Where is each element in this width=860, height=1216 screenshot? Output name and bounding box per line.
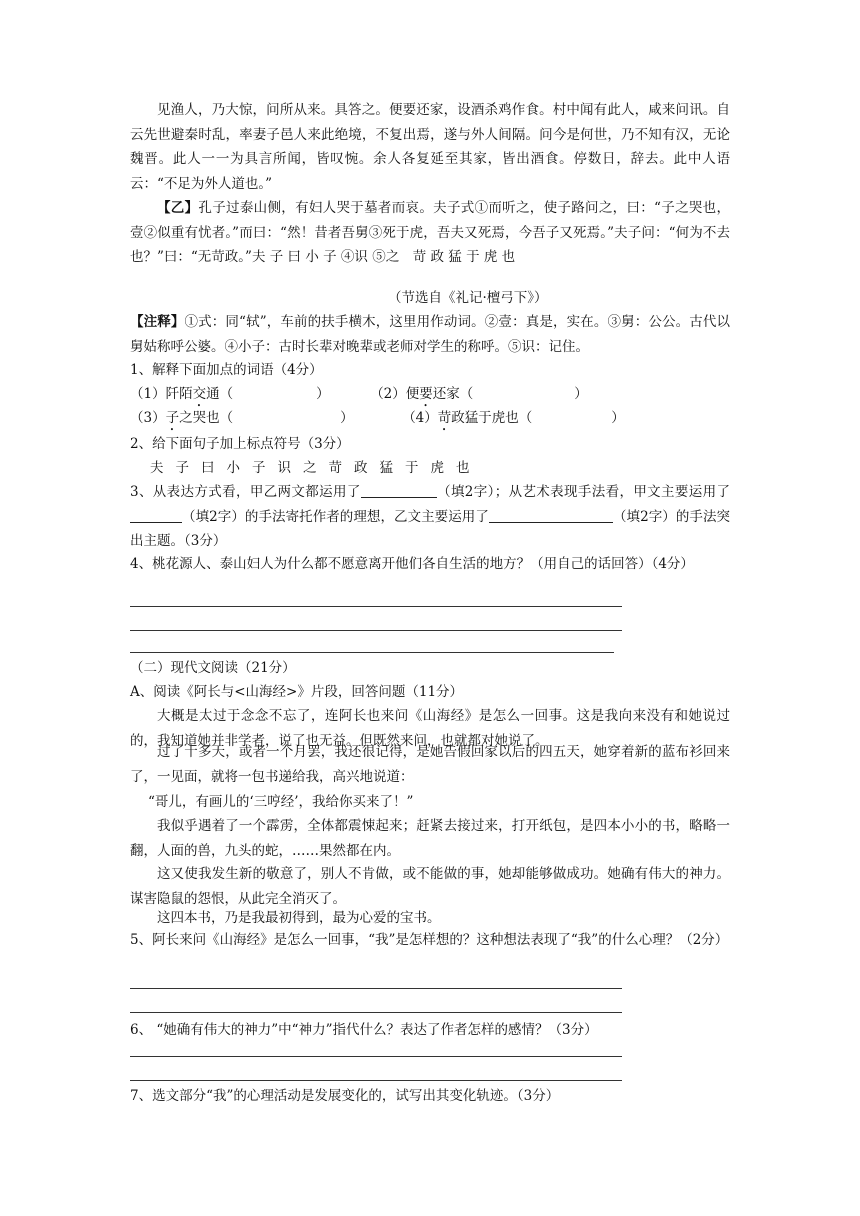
q4-answer-line-2[interactable] <box>130 630 622 631</box>
excerpt-paragraph-2: 过了十多天，或者一个月罢，我还很记得，是她告假回家以后的四五天，她穿着新的蓝布衫回来了，一见面，就将一包书递给我，高兴地说道： <box>130 744 730 785</box>
q4-stem: 4、桃花源人、泰山妇人为什么都不愿意离开他们各自生活的地方？（用自己的话回答）（4分） <box>130 556 694 572</box>
q4-answer-line-3[interactable] <box>130 652 614 653</box>
q6-answer-line-2[interactable] <box>130 1080 622 1081</box>
q1-item-1-post: 通 <box>206 386 220 402</box>
q3-part-4: （填2字）的手法突出主题。（3分） <box>130 508 731 549</box>
excerpt-paragraph-5: 这又使我发生新的敬意了，别人不肯做，或不能做的事，她却能够做成功。她确有伟大的神力。谋害隐鼠的怨恨，从此完全消灭了。 <box>130 866 730 907</box>
section-2-title: （二）现代文阅读（21分） <box>130 660 296 676</box>
q3-paragraph <box>130 480 730 554</box>
q3-part-3: （填2字）的手法寄托作者的理想，乙文主要运用了 <box>182 508 489 525</box>
q6-stem: 6、 “她确有伟大的神力”中“神力”指代什么？表达了作者怎样的感情？（3分） <box>130 1022 598 1038</box>
notes-label: 【注释】 <box>130 314 185 330</box>
q1-answer-1-open: （ <box>219 386 234 402</box>
q1-answer-2[interactable] <box>460 382 588 407</box>
q1-item-3-post: 之哭也 <box>179 410 220 426</box>
excerpt-paragraph-4: 我似乎遇着了一个霹雳，全体都震悚起来；赶紧去接过来，打开纸包，是四本小小的书，略略一翻，人面的兽，九头的蛇，……果然都在内。 <box>130 818 730 859</box>
q1-item-4-post: 政猛于虎也 <box>451 410 519 426</box>
q5-answer-line-2[interactable] <box>130 1012 622 1013</box>
q1-answer-4-open: （ <box>518 410 533 426</box>
q1-row-2 <box>130 406 730 434</box>
q1-answer-1-close: ） <box>316 386 330 402</box>
q5-answer-line-1[interactable] <box>130 988 622 989</box>
q1-answer-4-close: ） <box>611 410 625 426</box>
q2-sentence: 夫子曰小子识之苛政猛于虎也 <box>150 460 482 476</box>
section-2-a-title: A、阅读《阿长与<山海经>》片段，回答问题（11分） <box>130 684 464 700</box>
q3-part-2: （填2字）；从艺术表现手法看，甲文主要运用了 <box>436 484 730 500</box>
notes-paragraph <box>130 310 730 359</box>
q1-item-2-pre: 便 <box>405 386 420 402</box>
q1-item-1-number: （1） <box>130 386 166 402</box>
q1-answer-3-open: （ <box>219 410 234 426</box>
q6-answer-line-1[interactable] <box>130 1056 622 1057</box>
excerpt-paragraph-1: 大概是太过于念念不忘了，连阿长也来问《山海经》是怎么一回事。这是我向来没有和她说过的，我知道她并非学者，说了也无益。但既然来问，也就都对她说了。 <box>130 708 730 749</box>
q4-answer-line-1[interactable] <box>130 606 622 607</box>
q1-stem: 1、解释下面加点的词语（4分） <box>130 362 323 378</box>
excerpt-paragraph-3: “哥儿，有画儿的‘三哼经’，我给你买来了！” <box>148 794 414 810</box>
q1-item-4-number: （4） <box>402 410 438 426</box>
q1-answer-2-close: ） <box>574 386 588 402</box>
q1-answer-3[interactable] <box>220 406 354 431</box>
q1-item-2-post: 还家 <box>432 386 460 402</box>
q1-item-2-dotted: 要 <box>419 386 433 402</box>
excerpt-paragraph-6: 这四本书，乃是我最初得到，最为心爱的宝书。 <box>157 910 441 926</box>
q3-blank-2[interactable] <box>130 508 182 523</box>
passage-a-paragraph: 见渔人，乃大惊，问所从来。具答之。便要还家，设酒杀鸡作食。村中闻有此人，咸来问讯。自云先世避秦时乱，率妻子邑人来此绝境，不复出焉，遂与外人间隔。问今是何世，乃不知有汉，无论魏晋。此人一一为具言所闻，皆叹惋。余人各复延至其家，皆出酒食。停数日，辞去。此中人语云：“不足为外人道也。” <box>130 102 730 192</box>
q1-item-1-dotted: 交 <box>192 386 207 402</box>
q3-blank-3[interactable] <box>489 508 613 523</box>
q1-answer-1[interactable] <box>220 382 330 407</box>
q1-item-3-dotted: 子 <box>165 410 180 426</box>
passage-b-source: （节选自《礼记·檀弓下》） <box>388 290 548 306</box>
q1-answer-3-close: ） <box>340 410 354 426</box>
passage-b-text: 孔子过泰山侧，有妇人哭于墓者而哀。夫子式①而听之，使子路问之，曰：“子之哭也，壹②似重有忧者。”而曰：“然！昔者吾舅③死于虎，吾夫又死焉，今吾子又死焉。”夫子问：“何为不去也？”曰：“无苛政。”夫 子 曰 小 子 ④识 ⑤之 苛 政 猛 于 虎 也 <box>130 200 730 265</box>
passage-b-tag: 【乙】 <box>157 200 199 216</box>
q2-stem: 2、给下面句子加上标点符号（3分） <box>130 436 350 452</box>
q5-stem: 5、阿长来问《山海经》是怎么一回事，“我”是怎样想的？这种想法表现了“我”的什么心理？（2分） <box>130 932 729 948</box>
q1-item-2-number: （2） <box>370 386 406 402</box>
q1-answer-4[interactable] <box>519 406 625 431</box>
q3-part-1: 3、从表达方式看，甲乙两文都运用了 <box>130 484 361 500</box>
notes-text: ①式：同“轼”，车前的扶手横木，这里用作动词。②壹：真是，实在。③舅：公公。古代以舅姑称呼公婆。④小子：古时长辈对晚辈或老师对学生的称呼。⑤识：记住。 <box>130 314 731 355</box>
passage-b-paragraph <box>130 196 730 270</box>
q1-item-4-dotted: 苛 <box>437 410 452 426</box>
q1-item-1-pre: 阡陌 <box>165 386 193 402</box>
q7-stem: 7、选文部分“我”的心理活动是发展变化的，试写出其变化轨迹。（3分） <box>130 1088 560 1104</box>
q1-answer-2-open: （ <box>459 386 474 402</box>
q1-item-3-number: （3） <box>130 410 166 426</box>
q3-blank-1[interactable] <box>361 483 437 498</box>
